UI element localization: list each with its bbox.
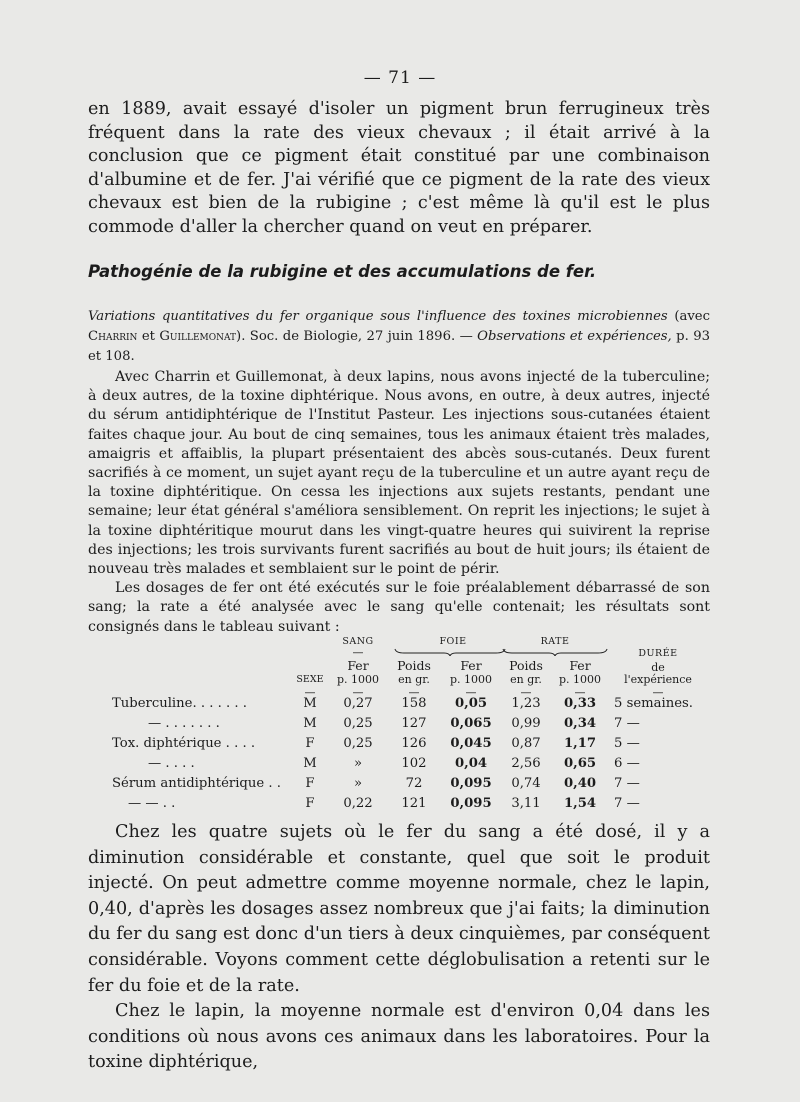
cell-sang-fer: 0,25 bbox=[343, 716, 373, 731]
subheader-unit: en gr. bbox=[510, 673, 542, 686]
subheader-unit: p. 1000 bbox=[336, 673, 380, 686]
header-rule: — bbox=[304, 686, 316, 699]
header-rule: — bbox=[352, 646, 364, 659]
cell-duree: 7 — bbox=[614, 776, 640, 791]
cell-rate-fer: 0,40 bbox=[563, 776, 597, 791]
table-row bbox=[88, 716, 710, 736]
cell-foie-fer: 0,04 bbox=[454, 756, 488, 771]
header-rule: — bbox=[520, 686, 532, 699]
discussion bbox=[88, 820, 710, 1076]
cell-sang-fer: 0,22 bbox=[343, 796, 373, 811]
row-label: — . . . . bbox=[148, 756, 195, 771]
intro-paragraph: en 1889, avait essayé d'isoler un pigment brun ferrugineux très fréquent dans la rate des vieux chevaux ; il était arrivé à la conclusion que ce pigment était constitué par une combinaison d'albumine et de fer. J'ai vérifié que ce pigment de la rate des vieux chevaux est bien de la rubigine ; c'est même là qu'il est le plus commode d'aller la chercher quand on veut en préparer. bbox=[88, 99, 710, 237]
citation-author: Guillemonat bbox=[159, 329, 237, 344]
cell-foie-poids: 121 bbox=[401, 796, 427, 811]
cell-sang-fer: » bbox=[353, 756, 363, 771]
cell-rate-poids: 1,23 bbox=[511, 696, 541, 711]
cell-rate-poids: 0,99 bbox=[511, 716, 541, 731]
header-rate: RATE bbox=[540, 636, 570, 647]
page-number: — 71 — bbox=[363, 68, 437, 88]
paragraph: Les dosages de fer ont été exécutés sur le foie préalablement débarrassé de son sang; la rate a été analysée avec le sang qu'elle contenait; les résultats sont consignés dans le tableau suivant : bbox=[88, 580, 710, 635]
cell-rate-poids: 0,74 bbox=[511, 776, 541, 791]
cell-foie-poids: 127 bbox=[401, 716, 427, 731]
row-label: — . . . . . . . bbox=[148, 716, 220, 731]
experiment-description bbox=[88, 368, 710, 637]
row-label: Tox. diphtérique . . . . bbox=[112, 736, 256, 751]
cell-sang-fer: 0,27 bbox=[343, 696, 373, 711]
subheader-fer: Fer bbox=[460, 658, 482, 673]
row-label: Tuberculine. . . . . . . bbox=[112, 696, 247, 711]
cell-duree: 7 — bbox=[614, 796, 640, 811]
row-label: — — . . bbox=[128, 796, 176, 811]
cell-foie-poids: 102 bbox=[401, 756, 427, 771]
header-sang: SANG bbox=[342, 636, 374, 647]
header-rule: — bbox=[652, 686, 664, 699]
citation-text: (avec bbox=[667, 309, 710, 324]
cell-duree: 7 — bbox=[614, 716, 640, 731]
header-rule: — bbox=[352, 686, 364, 699]
table-row bbox=[88, 776, 710, 796]
subheader-unit: p. 1000 bbox=[449, 673, 493, 686]
subheader-poids: Poids bbox=[397, 658, 431, 673]
table-row bbox=[88, 736, 710, 756]
subheader-unit: p. 1000 bbox=[558, 673, 602, 686]
citation-observations: Observations et expériences, bbox=[477, 329, 672, 344]
table-row bbox=[88, 796, 710, 816]
citation-text: et bbox=[137, 329, 160, 344]
section-heading: Pathogénie de la rubigine et des accumulations de fer. bbox=[88, 262, 597, 281]
cell-foie-poids: 158 bbox=[401, 696, 427, 711]
cell-sang-fer: » bbox=[353, 776, 363, 791]
cell-foie-poids: 72 bbox=[405, 776, 423, 791]
citation-pages: p. 93 et 108. bbox=[88, 329, 710, 364]
cell-sexe: M bbox=[303, 716, 317, 731]
cell-duree: 6 — bbox=[614, 756, 640, 771]
cell-sexe: M bbox=[303, 696, 317, 711]
subheader-fer: Fer bbox=[569, 658, 591, 673]
cell-foie-fer: 0,095 bbox=[450, 776, 492, 791]
subheader-de: de bbox=[651, 661, 665, 674]
subheader-experience: l'expérience bbox=[624, 673, 692, 686]
header-rule: — bbox=[574, 686, 586, 699]
header-rule: — bbox=[408, 686, 420, 699]
citation-text: ). Soc. de Biologie, 27 juin 1896. — bbox=[236, 329, 478, 344]
cell-foie-fer: 0,095 bbox=[450, 796, 492, 811]
subheader-sexe: SEXE bbox=[296, 674, 324, 685]
citation bbox=[88, 307, 710, 367]
header-rule: — bbox=[465, 686, 477, 699]
header-duree: DURÉE bbox=[638, 648, 678, 659]
cell-rate-fer: 1,17 bbox=[563, 736, 597, 751]
paragraph: Chez le lapin, la moyenne normale est d'environ 0,04 dans les conditions où nous avons ces animaux dans les laboratoires. Pour la toxine diphtérique, bbox=[88, 1001, 710, 1073]
cell-rate-fer: 0,65 bbox=[563, 756, 597, 771]
paragraph: Chez les quatre sujets où le fer du sang a été dosé, il y a diminution considérable et constante, quel que soit le produit injecté. On peut admettre comme moyenne normale, chez le lapin, 0,40, d'après les dosages assez nombreux que j'ai faits; la diminution du fer du sang est donc d'un tiers à deux cinquièmes, par conséquent considérable. Voyons comment cette déglobulisation a retenti sur le fer du foie et de la rate. bbox=[88, 822, 710, 996]
cell-rate-fer: 1,54 bbox=[563, 796, 597, 811]
citation-author: Charrin bbox=[88, 329, 138, 344]
cell-rate-poids: 2,56 bbox=[511, 756, 541, 771]
paragraph: Avec Charrin et Guillemonat, à deux lapins, nous avons injecté de la tuberculine; à deux autres, de la toxine diphtérique. Nous avons, en outre, à deux autres, injecté du sérum antidiphtérique de l'Institut Pasteur. Les injections sous-cutanées étaient faites chaque jour. Au bout de cinq semaines, tous les animaux étaient très malades, amaigris et affaiblis, la plupart présentaient des abcès sous-cutanés. Deux furent sacrifiés à ce moment, un sujet ayant reçu de la tuberculine et un autre ayant reçu de la toxine diphtéritique. On cessa les injections aux sujets restants, pendant une semaine; leur état général s'améliora sensiblement. On reprit les injections; le sujet à la toxine diphtéritique mourut dans les vingt-quatre heures qui suivirent la reprise des injections; les trois survivants furent sacrifiés au bout de huit jours; ils étaient de nouveau très malades et semblaient sur le point de périr. bbox=[88, 369, 710, 578]
cell-duree: 5 semaines. bbox=[614, 696, 693, 711]
cell-rate-poids: 0,87 bbox=[511, 736, 541, 751]
cell-rate-poids: 3,11 bbox=[511, 796, 541, 811]
cell-sexe: F bbox=[305, 796, 315, 811]
subheader-fer: Fer bbox=[347, 658, 369, 673]
cell-foie-fer: 0,065 bbox=[450, 716, 492, 731]
table-row bbox=[88, 756, 710, 776]
row-label: Sérum antidiphtérique . . bbox=[112, 776, 281, 791]
cell-foie-poids: 126 bbox=[401, 736, 427, 751]
cell-sexe: M bbox=[303, 756, 317, 771]
header-foie: FOIE bbox=[439, 636, 467, 647]
cell-foie-fer: 0,05 bbox=[454, 696, 488, 711]
citation-title: Variations quantitatives du fer organique sous l'influence des toxines microbiennes bbox=[88, 309, 668, 324]
cell-rate-fer: 0,34 bbox=[563, 716, 597, 731]
table-row bbox=[88, 696, 710, 716]
rate-brace bbox=[502, 648, 608, 656]
subheader-unit: en gr. bbox=[398, 673, 430, 686]
cell-duree: 5 — bbox=[614, 736, 640, 751]
cell-sang-fer: 0,25 bbox=[343, 736, 373, 751]
foie-brace bbox=[394, 648, 506, 656]
cell-rate-fer: 0,33 bbox=[563, 696, 597, 711]
cell-foie-fer: 0,045 bbox=[450, 736, 492, 751]
cell-sexe: F bbox=[305, 736, 315, 751]
results-table bbox=[88, 636, 710, 811]
cell-sexe: F bbox=[305, 776, 315, 791]
subheader-poids: Poids bbox=[509, 658, 543, 673]
